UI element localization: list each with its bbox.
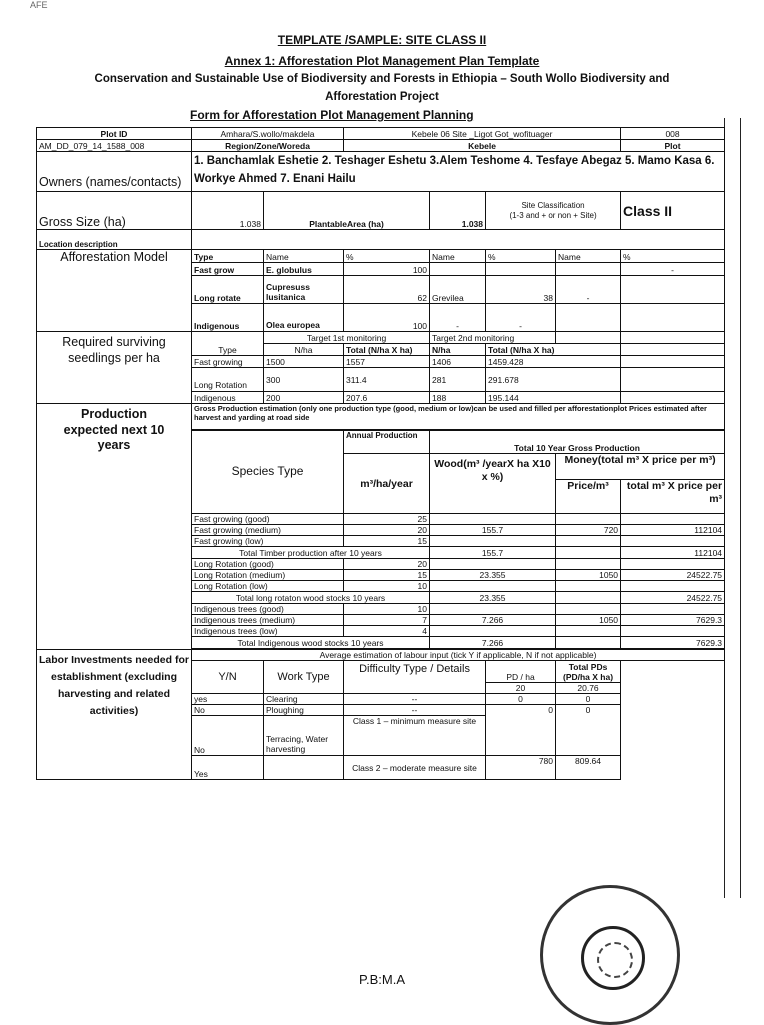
afforestation-header-row — [37, 250, 725, 263]
wood-total: 7.266 — [430, 637, 556, 649]
gross-size-value: 1.038 — [192, 192, 264, 230]
template-title: TEMPLATE /SAMPLE: SITE CLASS II — [277, 33, 487, 47]
col-total-pds — [556, 661, 621, 683]
price-value — [556, 626, 621, 637]
detail-cell: Class 1 – minimum measure site — [344, 716, 486, 756]
labor-note: Average estimation of labour input (tick Y if applicable, N if not applicable) — [192, 650, 725, 661]
annual-value: 10 — [344, 581, 430, 592]
wood-value: 7.266 — [430, 615, 556, 626]
seedling-nha-1: 300 — [264, 368, 344, 392]
plot-label-row — [37, 140, 725, 152]
col-percent: % — [621, 250, 725, 263]
species-name: Fast growing (good) — [192, 514, 344, 525]
name-cell — [430, 263, 486, 276]
afforestation-model-label: Afforestation Model — [37, 250, 192, 332]
col-percent: % — [486, 250, 556, 263]
species-name: Long Rotation (good) — [192, 559, 344, 570]
page-border-line — [740, 118, 741, 898]
plot-id-value: AM_DD_079_14_1588_008 — [37, 140, 192, 152]
price-value: 1050 — [556, 570, 621, 581]
seedling-type: Long Rotation — [192, 368, 264, 392]
work-type-cell: Clearing — [264, 694, 344, 705]
name-cell: Grevilea — [430, 276, 486, 304]
percent-cell: 38 — [486, 276, 556, 304]
col-total: Total (N/ha X ha) — [344, 344, 430, 356]
seedling-nha-1: 1500 — [264, 356, 344, 368]
total-pd-value: 809.64 — [556, 756, 621, 780]
first-monitoring-label: Target 1st monitoring — [264, 332, 430, 344]
gross-size-row — [37, 192, 725, 230]
pd-value: 0 — [486, 705, 556, 756]
gross-size-label: Gross Size (ha) — [37, 192, 192, 230]
species-name: Long Rotation (low) — [192, 581, 344, 592]
money-value — [621, 514, 725, 525]
name-cell: - — [556, 276, 621, 304]
wood-value: 23.355 — [430, 570, 556, 581]
col-work-type: Work Type — [264, 661, 344, 694]
name-cell: - — [430, 304, 486, 332]
total-label: Total Timber production after 10 years — [192, 547, 430, 559]
wood-value — [430, 604, 556, 615]
seedling-type: Indigenous — [192, 392, 264, 404]
yn-cell[interactable]: yes — [192, 694, 264, 705]
official-stamp-icon — [540, 885, 680, 1025]
seedling-nha-2: 188 — [430, 392, 486, 404]
name-cell — [556, 304, 621, 332]
annual-value: 15 — [344, 536, 430, 547]
pd-value: 0 — [486, 694, 556, 705]
percent-cell: - — [486, 304, 556, 332]
col-total: Total (N/ha X ha) — [486, 344, 621, 356]
seedling-total-2: 291.678 — [486, 368, 621, 392]
wood-total: 23.355 — [430, 592, 556, 604]
money-value — [621, 581, 725, 592]
percent-cell — [486, 263, 556, 276]
money-total: 112104 — [621, 547, 725, 559]
price-value — [556, 604, 621, 615]
seedling-total-1: 207.6 — [344, 392, 430, 404]
annual-value: 15 — [344, 570, 430, 581]
annual-production-label: Annual Production — [344, 430, 430, 454]
plot-id-label: Plot ID — [37, 128, 192, 140]
money-value — [621, 559, 725, 570]
detail-cell: -- — [344, 705, 486, 716]
owners-value: 1. Banchamlak Eshetie 2. Teshager Eshetu 3.Alem Teshome 4. Tesfaye Abegaz 5. Mamo Kasa 6. Workye Ahmed 7. Enani Hailu — [192, 152, 725, 192]
location-label: Location description — [37, 230, 192, 250]
wood-value — [430, 514, 556, 525]
money-value: 7629.3 — [621, 615, 725, 626]
type-cell: Fast grow — [192, 263, 264, 276]
location-row — [37, 230, 725, 250]
price-value — [556, 547, 621, 559]
percent-cell: - — [621, 263, 725, 276]
price-value — [556, 581, 621, 592]
detail-cell: -- — [344, 694, 486, 705]
wood-value — [430, 559, 556, 570]
seedling-nha-1: 200 — [264, 392, 344, 404]
annual-value: 7 — [344, 615, 430, 626]
total-pd-value: 20.76 — [556, 683, 621, 694]
col-pd-ha: PD / ha — [486, 661, 556, 683]
price-value: 720 — [556, 525, 621, 536]
money-value: 112104 — [621, 525, 725, 536]
owners-label: Owners (names/contacts) — [37, 152, 192, 192]
region-label: Region/Zone/Woreda — [192, 140, 344, 152]
species-name: Fast growing (medium) — [192, 525, 344, 536]
owners-row — [37, 152, 725, 192]
plantable-area-label: PlantableArea (ha) — [264, 192, 430, 230]
col-type: Type — [192, 250, 264, 263]
total-pd-value: 0 — [556, 705, 621, 756]
plantable-area-value: 1.038 — [430, 192, 486, 230]
annual-value: 20 — [344, 525, 430, 536]
name-cell: Olea europea — [264, 304, 344, 332]
seedling-total-2: 1459.428 — [486, 356, 621, 368]
col-difficulty: Difficulty Type / Details — [344, 661, 486, 694]
col-nha: N/ha — [430, 344, 486, 356]
seedling-type: Fast growing — [192, 356, 264, 368]
total-price-label: total m³ X price per m³ — [621, 480, 725, 514]
management-plan-table — [36, 127, 725, 780]
price-value — [556, 637, 621, 649]
price-value — [556, 536, 621, 547]
price-value: 1050 — [556, 615, 621, 626]
corner-mark: AFE — [30, 0, 48, 10]
percent-cell: 100 — [344, 304, 430, 332]
signature-initials: P.B:M.A — [358, 972, 405, 987]
work-type-cell: Ploughing — [264, 705, 344, 716]
site-class-label — [486, 192, 621, 230]
plot-row — [37, 128, 725, 140]
seedling-total-1: 311.4 — [344, 368, 430, 392]
name-cell: E. globulus — [264, 263, 344, 276]
wood-total: 155.7 — [430, 547, 556, 559]
wood-value — [430, 536, 556, 547]
wood-value: 155.7 — [430, 525, 556, 536]
production-note-row — [37, 404, 725, 430]
species-name: Long Rotation (medium) — [192, 570, 344, 581]
name-cell — [556, 263, 621, 276]
species-name: Indigenous trees (good) — [192, 604, 344, 615]
total-label: Total Indigenous wood stocks 10 years — [192, 637, 430, 649]
annex-title: Annex 1: Afforestation Plot Management Plan Template — [224, 54, 540, 68]
project-title: Conservation and Sustainable Use of Biodiversity and Forests in Ethiopia – South Wollo Biodiversity and Afforestation Project — [94, 73, 670, 103]
site-class-hint: (1-3 and + or non + Site) — [509, 210, 597, 220]
money-value — [621, 536, 725, 547]
annual-value: 20 — [344, 559, 430, 570]
col-nha: N/ha — [264, 344, 344, 356]
yn-cell[interactable]: Yes — [192, 756, 264, 780]
total-label: Total long rotaton wood stocks 10 years — [192, 592, 430, 604]
annual-value: 25 — [344, 514, 430, 525]
seedlings-header-row — [37, 332, 725, 344]
labor-note-row — [37, 650, 725, 661]
detail-cell: Class 2 – moderate measure site — [344, 756, 486, 780]
region-value: Amhara/S.wollo/makdela — [192, 128, 344, 140]
wood-value — [430, 626, 556, 637]
wood-value — [430, 581, 556, 592]
total-pds-title: Total PDs — [568, 662, 608, 672]
seedling-nha-2: 1406 — [430, 356, 486, 368]
annual-unit-label: m³/ha/year — [344, 454, 430, 514]
price-label: Price/m³ — [556, 480, 621, 514]
total10-label: Total 10 Year Gross Production — [430, 430, 725, 454]
annual-value: 10 — [344, 604, 430, 615]
price-value — [556, 559, 621, 570]
col-percent: % — [344, 250, 430, 263]
type-cell: Indigenous — [192, 304, 264, 332]
col-name: Name — [430, 250, 486, 263]
percent-cell: 62 — [344, 276, 430, 304]
col-name: Name — [264, 250, 344, 263]
total-pds-sub: (PD/ha X ha) — [562, 672, 614, 682]
plot-value: 008 — [621, 128, 725, 140]
money-value — [621, 604, 725, 615]
kebele-label: Kebele — [344, 140, 621, 152]
kebele-value: Kebele 06 Site _Ligot Got_wofituager — [344, 128, 621, 140]
price-value — [556, 592, 621, 604]
name-cell: Cupresuss lusitanica — [264, 276, 344, 304]
yn-cell[interactable]: No — [192, 716, 264, 756]
seedling-total-1: 1557 — [344, 356, 430, 368]
money-value: 24522.75 — [621, 570, 725, 581]
pd-value: 780 — [486, 756, 556, 780]
yn-cell[interactable]: No — [192, 705, 264, 716]
species-type-label: Species Type — [192, 430, 344, 514]
seedlings-label: Required surviving seedlings per ha — [37, 332, 192, 404]
percent-cell: 100 — [344, 263, 430, 276]
site-class-value: Class II — [621, 192, 725, 230]
percent-cell — [621, 304, 725, 332]
site-class-title: Site Classification — [521, 200, 585, 210]
money-value — [621, 626, 725, 637]
work-type-cell — [264, 756, 344, 780]
annual-value: 4 — [344, 626, 430, 637]
work-type-cell: Terracing, Water harvesting — [264, 716, 344, 756]
seedlings-type-label: Type — [192, 332, 264, 356]
wood-label: Wood(m³ /yearX ha X10 x %) — [430, 454, 556, 514]
col-yn: Y/N — [192, 661, 264, 694]
type-cell: Long rotate — [192, 276, 264, 304]
second-monitoring-label: Target 2nd monitoring — [430, 332, 556, 344]
plot-label: Plot — [621, 140, 725, 152]
form-title: Form for Afforestation Plot Management Planning — [190, 108, 474, 122]
species-name: Fast growing (low) — [192, 536, 344, 547]
seedling-nha-2: 281 — [430, 368, 486, 392]
species-name: Indigenous trees (low) — [192, 626, 344, 637]
seedling-total-2: 195.144 — [486, 392, 621, 404]
pd-value: 20 — [486, 683, 556, 694]
species-name: Indigenous trees (medium) — [192, 615, 344, 626]
labor-label: Labor Investments needed for establishment (excluding harvesting and related activities) — [37, 650, 192, 780]
price-value — [556, 514, 621, 525]
production-label: Production expected next 10 years — [37, 404, 192, 650]
total-pd-value: 0 — [556, 694, 621, 705]
money-label: Money(total m³ X price per m³) — [556, 454, 725, 480]
location-value[interactable] — [192, 230, 725, 250]
production-note: Gross Production estimation (only one production type (good, medium or low)can be used and filled per afforestationplot Prices estimated after harvest and yarding at road side — [192, 404, 725, 430]
money-total: 24522.75 — [621, 592, 725, 604]
money-total: 7629.3 — [621, 637, 725, 649]
col-name: Name — [556, 250, 621, 263]
percent-cell — [621, 276, 725, 304]
